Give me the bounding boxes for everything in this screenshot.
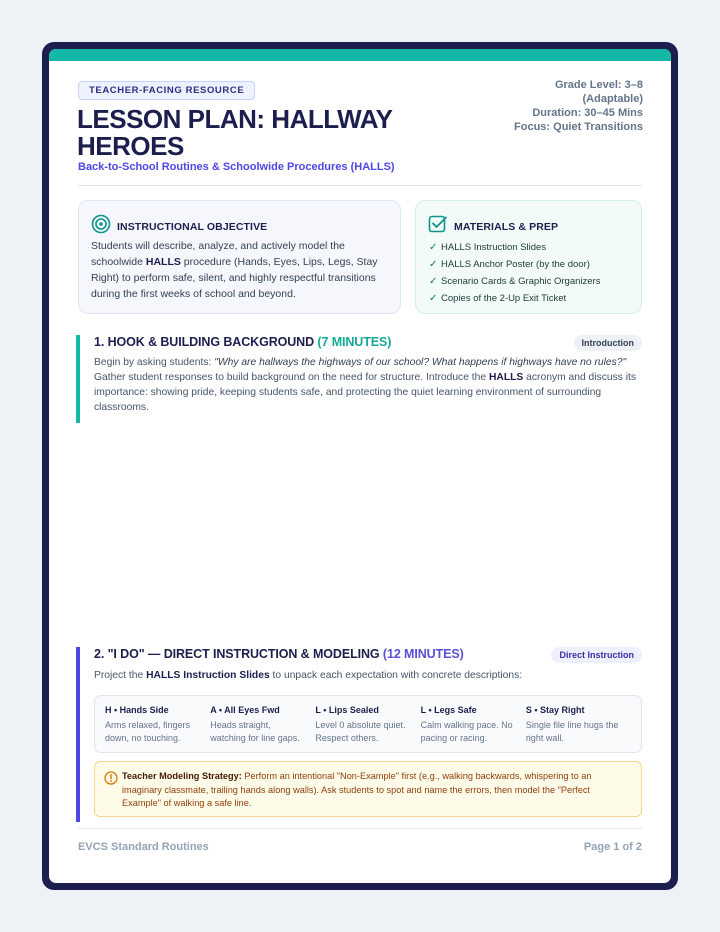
halls-item-title: L • Legs Safe: [420, 705, 477, 715]
halls-item-title: A • All Eyes Fwd: [210, 705, 280, 715]
checkbox-icon: [428, 214, 448, 239]
section-badge: Introduction: [574, 335, 643, 351]
page-frame: [42, 42, 678, 890]
page-subtitle: Back-to-School Routines & Schoolwide Procedures (HALLS): [78, 161, 395, 173]
halls-item-title: H • Hands Side: [105, 705, 169, 715]
halls-item-title: S • Stay Right: [525, 705, 585, 715]
body-text: Begin by asking students:: [94, 357, 215, 368]
section-time: (7 MINUTES): [317, 335, 392, 349]
materials-header: [428, 214, 558, 239]
list-item: [429, 256, 600, 273]
section-accent-bar: [76, 647, 80, 822]
objective-label: INSTRUCTIONAL OBJECTIVE: [117, 220, 268, 233]
objective-text-part: Students will describe, analyze, and actively model the schoolwide: [91, 240, 345, 268]
materials-card: [415, 200, 642, 314]
body-bold: HALLS Instruction Slides: [146, 670, 270, 681]
tip-body: Perform an intentional "Non-Example" first (e.g., walking backwards, whispering to an imaginary classmate, trailing hands along walls). Ask students to spot and name the errors, then model the "Perfect Example" of walking a safe line.: [122, 771, 592, 808]
info-icon: [104, 771, 118, 790]
section-time: (12 MINUTES): [382, 647, 464, 661]
halls-grid: [94, 695, 642, 753]
check-icon: ✓: [429, 242, 438, 253]
halls-item: [526, 705, 631, 752]
objective-text: [91, 238, 387, 302]
body-text: Gather student responses to build background on the need for structure. Introduce the: [94, 372, 489, 383]
halls-item: [315, 705, 420, 752]
teacher-tip-callout: [94, 761, 642, 817]
focus: Focus: Quiet Transitions: [514, 121, 643, 133]
material-label: HALLS Instruction Slides: [441, 242, 547, 253]
halls-item: [210, 705, 315, 752]
halls-item-text: Arms relaxed, fingers down, no touching.: [105, 720, 191, 743]
halls-item-text: Calm walking pace. No pacing or racing.: [420, 720, 513, 743]
list-item: [429, 239, 600, 256]
objective-text-bold: HALLS: [145, 256, 181, 268]
list-item: [429, 273, 600, 290]
body-text: to unpack each expectation with concrete descriptions:: [269, 670, 523, 681]
materials-label: MATERIALS & PREP: [454, 220, 559, 233]
material-label: HALLS Anchor Poster (by the door): [441, 259, 590, 270]
body-text: acronym and discuss its importance: showing pride, keeping students safe, and protecting the quiet learning environment of surrounding classrooms.: [94, 372, 637, 413]
section-title: [94, 335, 391, 349]
check-icon: ✓: [429, 276, 438, 287]
material-label: Copies of the 2-Up Exit Ticket: [441, 293, 567, 304]
check-icon: ✓: [429, 259, 438, 270]
list-item: [429, 290, 600, 307]
duration: Duration: 30–45 Mins: [532, 107, 643, 119]
section-body: [94, 668, 642, 683]
footer-divider: [78, 828, 642, 829]
hook-question: "Why are hallways the highways of our school? What happens if highways have no rules?": [214, 357, 627, 368]
grade-level: Grade Level: 3–8: [554, 79, 643, 91]
halls-item: [105, 705, 210, 752]
section-body: [94, 355, 642, 415]
page-title: LESSON PLAN: HALLWAY HEROES: [77, 104, 393, 161]
grade-note: (Adaptable): [582, 93, 643, 105]
body-bold: HALLS: [488, 372, 524, 383]
section-accent-bar: [76, 335, 80, 423]
halls-item-title: L • Lips Sealed: [315, 705, 379, 715]
objective-header: [91, 214, 267, 239]
section-title: [94, 647, 464, 661]
halls-item: [421, 705, 526, 752]
footer-source: EVCS Standard Routines: [78, 841, 209, 853]
objective-card: [78, 200, 401, 314]
section-direct-instruction: [76, 647, 642, 822]
material-label: Scenario Cards & Graphic Organizers: [441, 276, 601, 287]
materials-list: [429, 239, 600, 307]
section-title-text: 2. "I DO" — DIRECT INSTRUCTION & MODELING: [94, 647, 383, 661]
objective-text-part: procedure (Hands, Eyes, Lips, Legs, Stay Right) to perform safe, silent, and highly respectful transitions during the first weeks of school and beyond.: [91, 256, 378, 300]
resource-tag: TEACHER-FACING RESOURCE: [78, 81, 255, 100]
section-hook: [76, 335, 642, 423]
page-number: Page 1 of 2: [583, 841, 642, 853]
halls-item-text: Single file line hugs the right wall.: [525, 720, 619, 743]
target-icon: [91, 214, 111, 239]
section-badge: Direct Instruction: [551, 647, 642, 663]
tip-text: [122, 770, 629, 811]
section-title-text: 1. HOOK & BUILDING BACKGROUND: [94, 335, 318, 349]
lesson-meta: [423, 78, 643, 134]
header-divider: [78, 185, 642, 186]
lesson-plan-page: [49, 49, 671, 883]
tip-label: Teacher Modeling Strategy:: [122, 771, 242, 781]
top-accent-bar: [49, 49, 671, 61]
body-text: Project the: [94, 670, 147, 681]
check-icon: ✓: [429, 293, 438, 304]
halls-item-text: Level 0 absolute quiet. Respect others.: [315, 720, 406, 743]
halls-item-text: Heads straight, watching for line gaps.: [210, 720, 300, 743]
